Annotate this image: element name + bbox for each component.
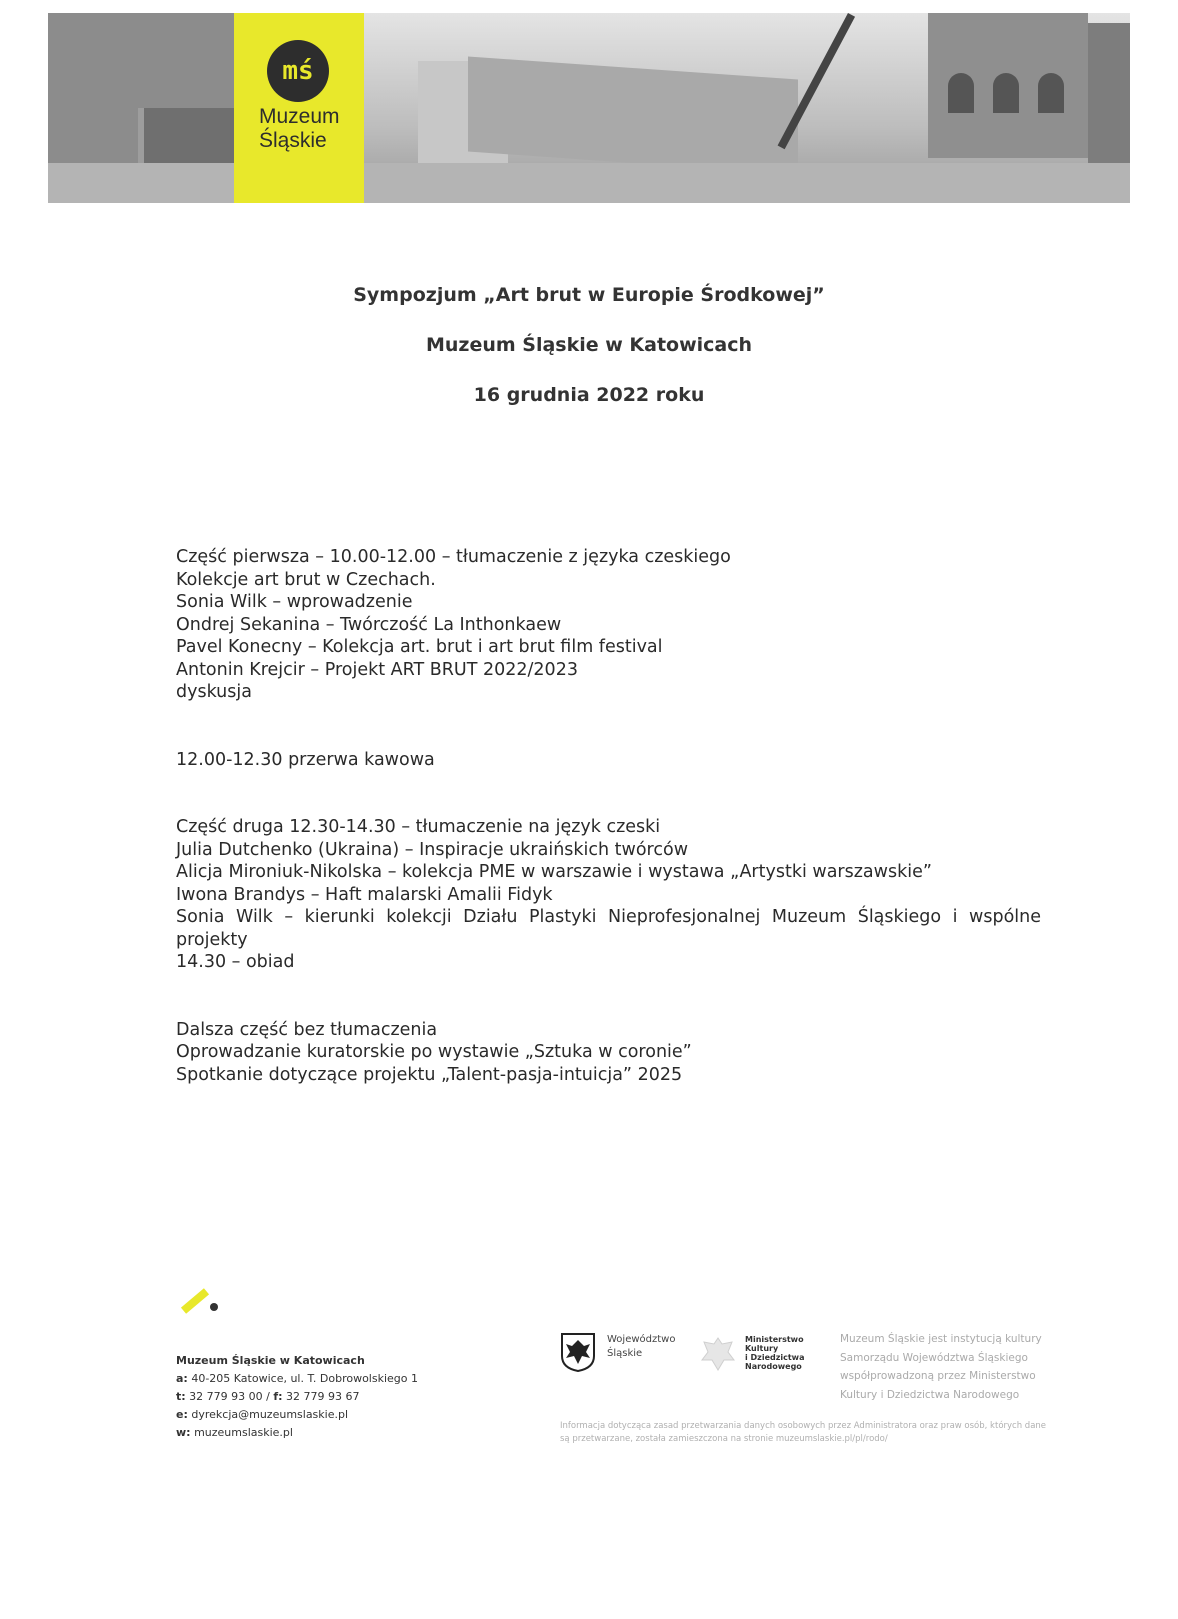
building-hall [468,56,798,174]
program-line: Spotkanie dotyczące projektu „Talent-pasja-intuicja” 2025 [176,1064,683,1085]
logo-mark-icon: mś [267,40,329,102]
header-banner-photo [48,13,1130,203]
logo-line-2: Śląskie [259,129,327,152]
arched-window [948,73,974,113]
national-eagle-icon [700,1334,736,1374]
document-venue: Muzeum Śląskie w Katowicach [425,334,753,356]
document-date: 16 grudnia 2022 roku [473,384,705,406]
contact-email: e: dyrekcja@muzeumslaskie.pl [176,1408,349,1421]
institution-note: Muzeum Śląskie jest instytucją kultury Samorządu Województwa Śląskiego współprowadzoną przez Ministerstwo Kultury i Dziedzictwa Narodowego [840,1333,1042,1401]
program-part-3 [176,1019,1041,1087]
contact-phone: t: 32 779 93 00 / f: 32 779 93 67 [176,1390,360,1403]
program-line: Kolekcje art brut w Czechach. [176,569,436,590]
ground [48,163,1130,203]
arched-window [1038,73,1064,113]
program-line: Alicja Mironiuk-Nikolska – kolekcja PME w warszawie i wystawa „Artystki warszawskie” [176,862,932,882]
brand-mark-icon [178,1285,222,1317]
coffee-break: 12.00-12.30 przerwa kawowa [176,749,435,770]
program-line: Część druga 12.30-14.30 – tłumaczenie na język czeski [176,817,661,837]
voivodeship-label: Województwo Śląskie [607,1334,676,1359]
program-part-1 [176,546,1041,704]
program-line: Sonia Wilk – wprowadzenie [176,592,413,612]
program-line: Pavel Konecny – Kolekcja art. brut i art brut film festival [176,637,663,657]
program-line: Oprowadzanie kuratorskie po wystawie „Sztuka w coronie” [176,1042,692,1062]
museum-logo [234,13,364,203]
program-part-2 [176,816,1041,974]
program-line: Julia Dutchenko (Ukraina) – Inspiracje ukraińskich twórców [176,839,689,860]
program-line: Część pierwsza – 10.00-12.00 – tłumaczenie z języka czeskiego [176,547,731,567]
contact-block [176,1352,418,1442]
contact-address: a: 40-205 Katowice, ul. T. Dobrowolskiego 1 [176,1372,418,1385]
contact-org: Muzeum Śląskie w Katowicach [176,1354,365,1367]
privacy-note: Informacja dotycząca zasad przetwarzania danych osobowych przez Administratora oraz praw osób, których dane są przetwarzane, została zamieszczona na stronie muzeumslaskie.pl/pl/rodo/ [560,1421,1047,1444]
program-line: Iwona Brandys – Haft malarski Amalii Fidyk [176,884,553,905]
building-right [1088,23,1130,163]
program-line: Ondrej Sekanina – Twórczość La Inthonkaew [176,614,562,635]
program-line: Dalsza część bez tłumaczenia [176,1019,438,1040]
arched-window [993,73,1019,113]
program-line: Antonin Krejcir – Projekt ART BRUT 2022/2023 [176,659,578,680]
logo-text [259,105,359,153]
document-title: Sympozjum „Art brut w Europie Środkowej” [353,284,825,306]
contact-web: w: muzeumslaskie.pl [176,1426,293,1439]
program-body [176,546,1041,1086]
voivodeship-eagle-icon [560,1332,596,1372]
program-line: dyskusja [176,682,252,702]
program-line: Sonia Wilk – kierunki kolekcji Działu Plastyki Nieprofesjonalnej Muzeum Śląskiego i wspólne projekty [176,907,1041,950]
ministry-label: Ministerstwo Kultury i Dziedzictwa Narodowego [745,1335,805,1371]
logo-line-1: Muzeum [259,105,340,128]
program-line: 14.30 – obiad [176,952,295,972]
